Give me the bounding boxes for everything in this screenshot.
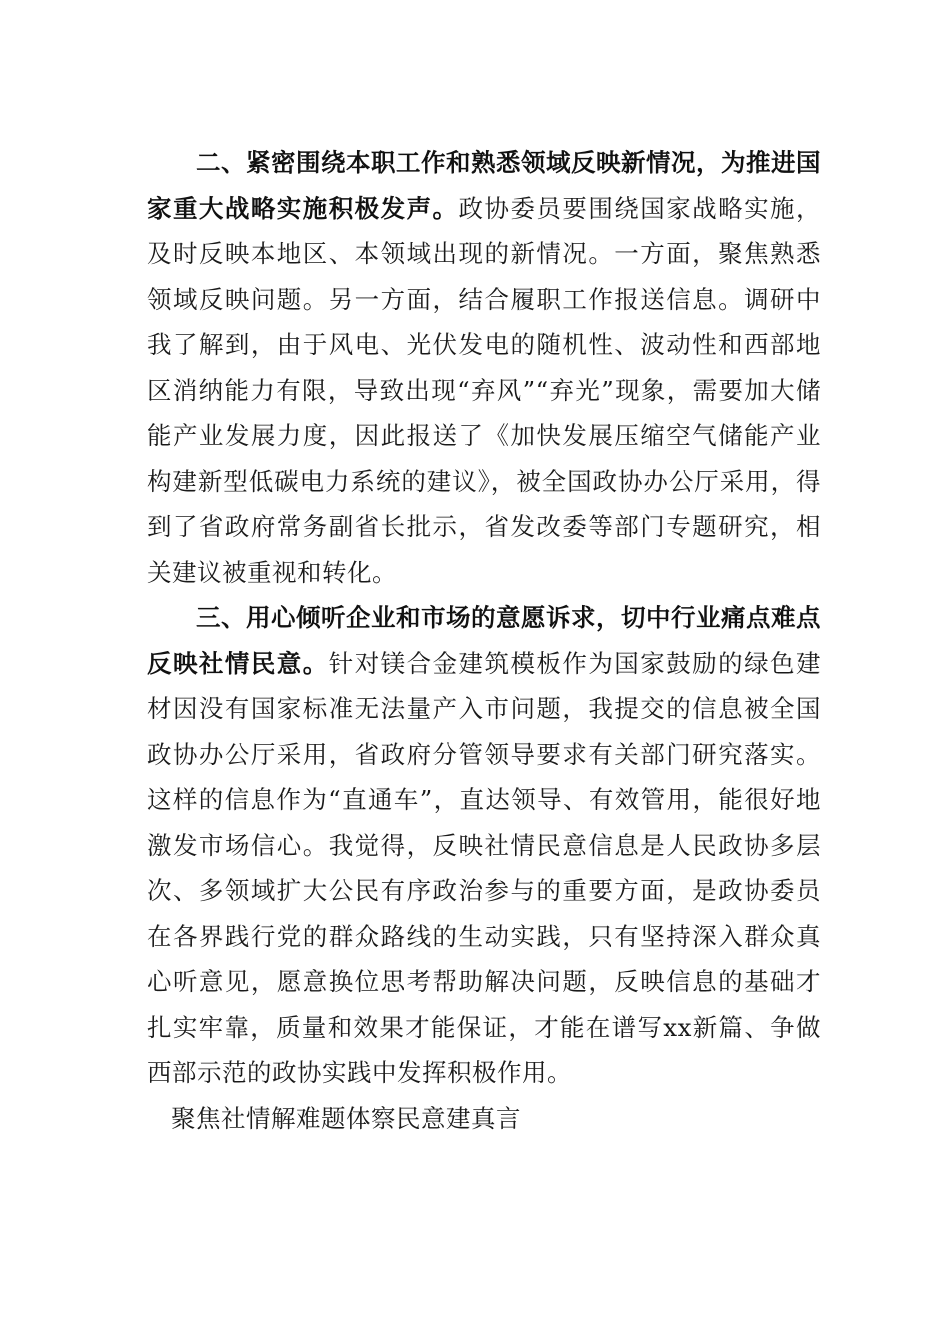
section-2-body: 政协委员要围绕国家战略实施，及时反映本地区、本领域出现的新情况。一方面，聚焦熟悉领域反映问题。另一方面，结合履职工作报送信息。调研中我了解到，由于风电、光伏发电的随机性、波动性和西部地区消纳能力有限，导致出现“弃风”“弃光”现象，需要加大储能产业发展力度，因此报送了《加快发展压缩空气储能产业构建新型低碳电力系统的建议》，被全国政协办公厅采用，得到了省政府常务副省长批示，省发改委等部门专题研究，相关建议被重视和转化。	[147, 193, 822, 587]
section-3-heading: 三、用心倾听企业和市场的意愿诉求，切中行业痛点难点反映社情民意。	[147, 603, 821, 678]
section-2-paragraph	[147, 140, 821, 595]
section-3-body: 针对镁合金建筑模板作为国家鼓励的绿色建材因没有国家标准无法量产入市问题，我提交的信息被全国政协办公厅采用，省政府分管领导要求有关部门研究落实。这样的信息作为“直通车”，直达领导、有效管用，能很好地激发市场信心。我觉得，反映社情民意信息是人民政协多层次、多领域扩大公民有序政治参与的重要方面，是政协委员在各界践行党的群众路线的生动实践，只有坚持深入群众真心听意见，愿意换位思考帮助解决问题，反映信息的基础才扎实牢靠，质量和效果才能保证，才能在谱写xx新篇、争做西部示范的政协实践中发挥积极作用。	[147, 648, 822, 1087]
document-body	[147, 140, 821, 1141]
section-2-heading: 二、紧密围绕本职工作和熟悉领域反映新情况，为推进国家重大战略实施积极发声。	[147, 148, 821, 223]
closing-title: 聚焦社情解难题体察民意建真言	[171, 1103, 521, 1133]
section-3-paragraph	[147, 595, 821, 1096]
